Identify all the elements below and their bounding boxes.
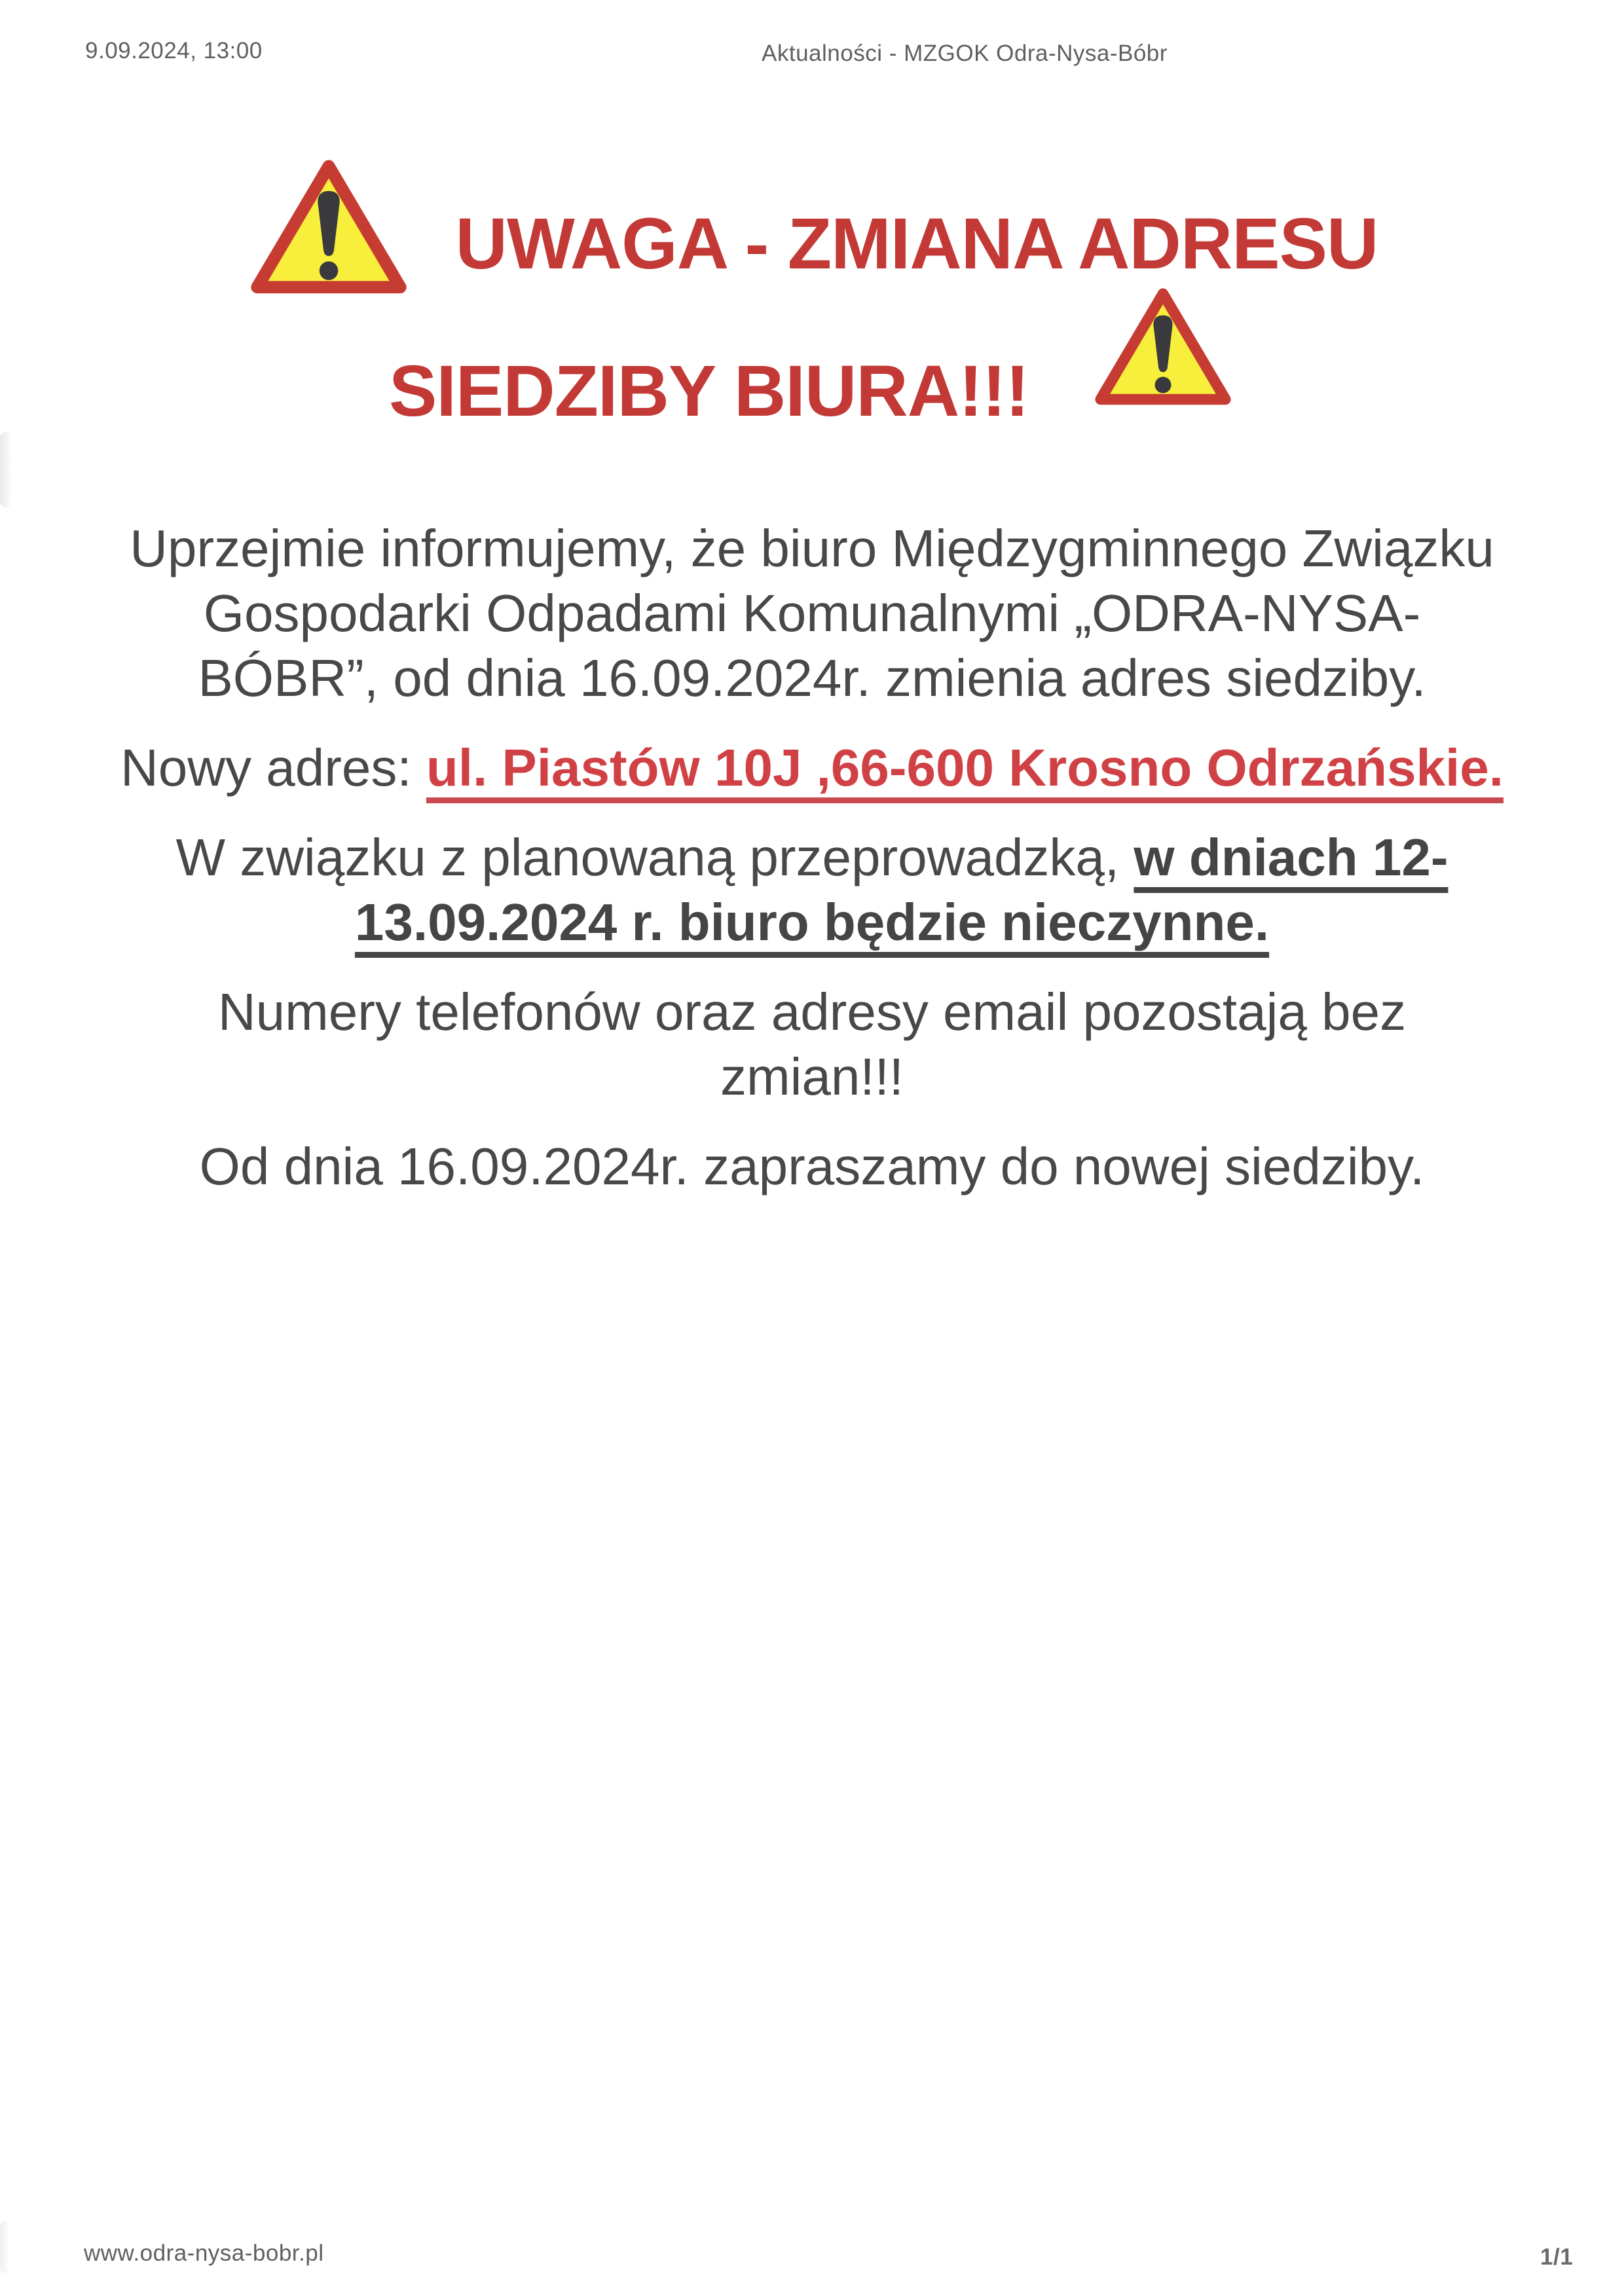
paragraph-intro: Uprzejmie informujemy, że biuro Międzygminnego Związku Gospodarki Odpadami Komunalnymi „ODRA-NYSA-BÓBR”, od dnia 16.09.2024r. zmienia adres siedziby.	[130, 519, 1494, 707]
scan-artifact	[0, 2221, 9, 2273]
footer-page-number: 1/1	[1540, 2244, 1574, 2270]
paragraph-invitation: Od dnia 16.09.2024r. zapraszamy do nowej siedziby.	[199, 1137, 1425, 1195]
warning-triangle-icon	[1091, 305, 1235, 437]
heading-row-1	[0, 154, 1624, 305]
scan-artifact	[0, 432, 12, 507]
paragraph-new-address	[119, 735, 1505, 800]
heading-line-1: UWAGA - ZMIANA ADRESU	[455, 204, 1378, 284]
new-address-label: Nowy adres:	[120, 738, 426, 797]
move-notice-highlight: w dniach 12-13.09.2024 r. biuro będzie nieczynne.	[354, 828, 1449, 951]
heading-row-2	[0, 305, 1624, 437]
print-timestamp: 9.09.2024, 13:00	[85, 38, 263, 64]
notice-body	[119, 516, 1505, 1199]
footer-website-url: www.odra-nysa-bobr.pl	[84, 2240, 324, 2266]
heading-line-2: SIEDZIBY BIURA!!!	[388, 350, 1029, 431]
paragraph-contacts: Numery telefonów oraz adresy email pozostają bez zmian!!!	[217, 983, 1407, 1106]
print-document-title: Aktualności - MZGOK Odra-Nysa-Bóbr	[762, 41, 1168, 66]
new-address-value: ul. Piastów 10J ,66-600 Krosno Odrzańskie.	[426, 738, 1504, 797]
warning-triangle-icon	[246, 154, 411, 305]
move-notice-text: W związku z planowaną przeprowadzką,	[175, 828, 1134, 886]
paragraph-move-notice	[119, 825, 1505, 955]
